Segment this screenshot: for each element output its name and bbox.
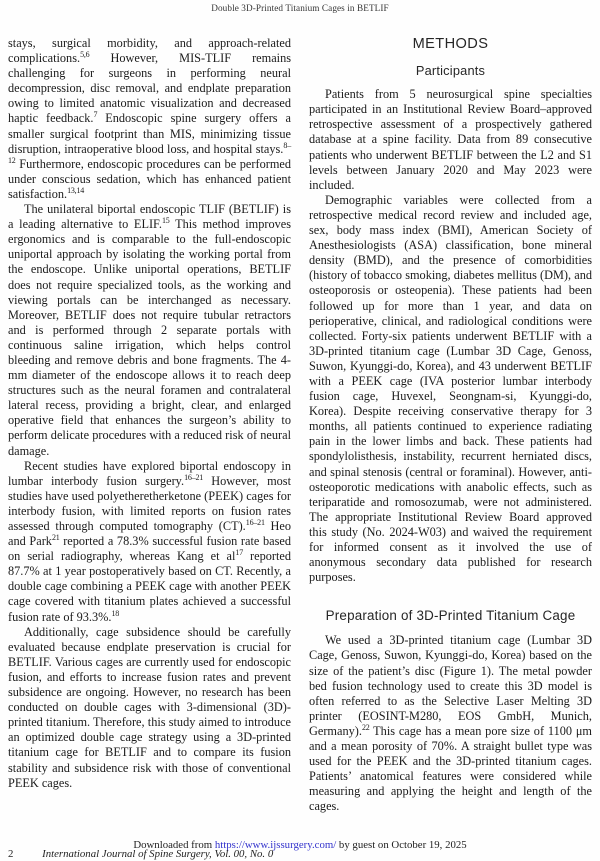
paragraph: The unilateral biportal endoscopic TLIF (BETLIF) is a leading alternative to ELIF.$^{15}$ This method improves ergonomics and is comparable to the full-endoscopic uniportal approach by isolating the working portal from the endoscope. Unlike uniportal operations, BETLIF does not require specialized tools, as the working and viewing portals can be interchanged as necessary. Moreover, BETLIF does not require tubular retractors and is performed through 2 separate portals with continuous saline irrigation, which helps control bleeding and remove debris and bone fragments. The 4-mm diameter of the endoscope allows it to reach deep structures such as the neural foramen and contralateral lateral recess, providing a bright, clear, and enlarged operative field that enhances the surgeon’s ability to perform delicate procedures with a reduced risk of neural damage. (8, 202, 292, 458)
download-prefix: Downloaded from (133, 839, 215, 851)
subsection-heading-preparation: Preparation of 3D-Printed Titanium Cage (325, 608, 576, 624)
journal-citation: International Journal of Spine Surgery, Vol. 00, No. 0 (42, 848, 274, 860)
running-head: Double 3D-Printed Titanium Cages in BETLIF (211, 3, 389, 13)
paragraph: Recent studies have explored biportal endoscopy in lumbar interbody fusion surgery.$^{16-21}$ However, most studies have used polyetheretherketone (PEEK) cages for interbody fusion, with limited reports on fusion rates assessed through computed tomography (CT).$^{16-21}$ Heo and Park$^{21}$ reported a 78.3% successful fusion rate based on serial radiography, whereas Kang et $al^{17}$ reported 87.7% at 1 year postoperatively based on CT. Recently, a double cage combining a PEEK cage with another PEEK cage covered with titanium plates achieved a successful fusion rate of 93.3%.$^{18}$ (8, 458, 292, 624)
journal-url-link[interactable]: https://www.ijssurgery.com/ (214, 839, 337, 851)
paragraph: Demographic variables were collected from a retrospective medical record review and included age, sex, body mass index (BMI), American Society of Anesthesiologists (ASA) classification, bone mineral density (BMD), and the presence of comorbidities (history of tobacco smoking, diabetes mellitus (DM), and osteoporosis or osteopenia). These patients had been followed up for more than 1 year, and data on perioperative, clinical, and radiological conditions were collected. Forty-six patients underwent BETLIF with a 3D-printed titanium cage (Lumbar 3D Cage, Genoss, Suwon, Kyunggi-do, Korea), and 43 underwent BETLIF with a PEEK cage (IVA posterior lumbar interbody fusion cage, Huvexel, Seongnam-si, Kyunggi-do, Korea). Despite receiving conservative therapy for 3 months, all patients continued to experience radiating pain in the lower limbs and back. These patients had spondylolisthesis, instability, recurrent herniated discs, and spinal stenosis (central or foraminal). However, anti-osteoporotic medications with anabolic effects, such as teriparatide and romosozumab, were not administered. The appropriate Institutional Review Board approved this study (No. 2024-W03) and waived the requirement for informed consent as it involved the use of anonymous secondary data published for research purposes. (309, 192, 592, 585)
right-column (309, 36, 592, 815)
page-footer (8, 840, 592, 859)
section-heading-methods: METHODS (412, 36, 489, 52)
page-number: 2 (8, 848, 14, 860)
two-column-layout (8, 36, 592, 815)
left-column (8, 36, 291, 815)
paragraph: Patients from 5 neurosurgical spine specialties participated in an Institutional Review Board–approved retrospective assessment of a prospectively gathered database at a spine facility. Data from 89 consecutive patients who underwent BETLIF between the L2 and S1 levels between January 2020 and May 2023 were included. (309, 87, 592, 192)
preparation-paragraphs (309, 633, 592, 814)
download-suffix: by guest on October 19, 2025 (336, 839, 467, 851)
subsection-heading-participants: Participants (415, 63, 486, 79)
participants-paragraphs (309, 87, 592, 585)
paragraph: stays, surgical morbidity, and approach-related complications.$^{5,6}$ However, MIS-TLIF remains challenging for surgeons in performing neural decompression, disc removal, and endplate preparation owing to limited anatomic visualization and decreased haptic feedback.$^7$ Endoscopic spine surgery offers a smaller surgical footprint than MIS, minimizing tissue disruption, intraoperative blood loss, and hospital stays.$^{8-12}$ Furthermore, endoscopic procedures can be performed under conscious sedation, which has enhanced patient satisfaction.$^{13,14}$ (8, 36, 291, 201)
paragraph: Additionally, cage subsidence should be carefully evaluated because endplate preservation is crucial for BETLIF. Various cages are currently used for endoscopic fusion, and efforts to increase fusion rates and prevent subsidence are ongoing. However, no research has been conducted on double cages with 3-dimensional (3D)-printed titanium. Therefore, this study aimed to introduce an optimized double cage strategy using a 3D-printed titanium cage for BETLIF and to compare its fusion stability and subsidence risk with those of conventional PEEK cages. (8, 624, 291, 790)
paragraph: We used a 3D-printed titanium cage (Lumbar 3D Cage, Genoss, Suwon, Kyunggi-do, Korea) based on the size of the patient’s disc (Figure 1). The metal powder bed fusion technology used to create this 3D model is often referred to as the Selective Laser Melting 3D printer (EOSINT-M280, EOS GmbH, Munich, Germany).$^{22}$ This cage has a mean pore size of 1100 μm and a mean porosity of 70%. A straight bullet type was used for the PEEK and the 3D-printed titanium cages. Patients’ anatomical features were considered while measuring and applying the height and length of the cages. (309, 633, 592, 814)
